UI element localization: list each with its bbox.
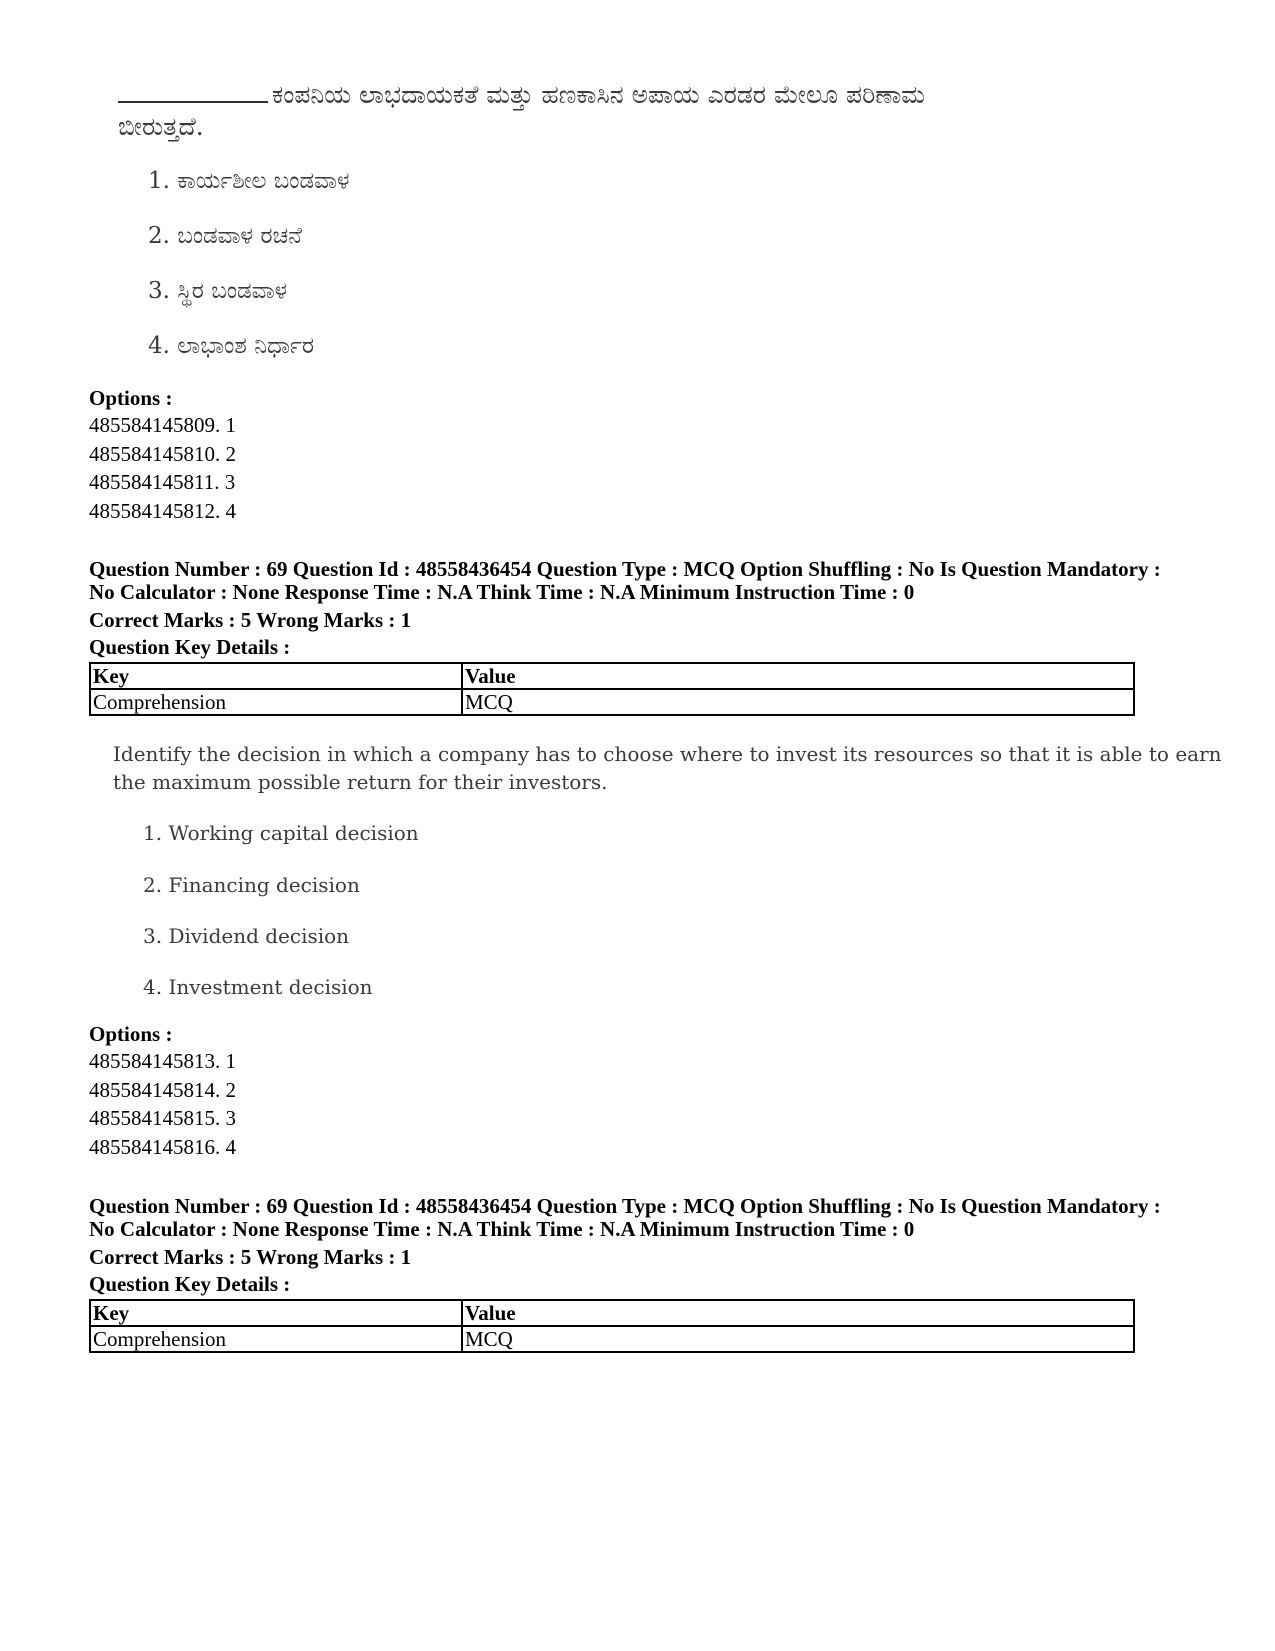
question-image-english xyxy=(113,740,1222,1010)
question-meta xyxy=(89,558,1189,659)
choice-2: 2. Financing decision xyxy=(143,873,360,897)
table-cell-key: Comprehension xyxy=(90,689,462,715)
choice-3: 3. ಸ್ಥಿರ ಬಂಡವಾಳ xyxy=(148,278,288,304)
choice-4: 4. Investment decision xyxy=(143,975,373,999)
question-stem: Identify the decision in which a company has to choose where to invest its resources so that it is able to earn xyxy=(113,742,1222,766)
marks-line: Correct Marks : 5 Wrong Marks : 1 xyxy=(89,608,412,632)
fill-blank-line xyxy=(118,81,268,103)
option-item: 485584145815. 3 xyxy=(89,1106,236,1130)
table-cell-key: Comprehension xyxy=(90,1326,462,1352)
table-cell-value: MCQ xyxy=(462,1326,1134,1352)
question-meta-line-2: No Calculator : None Response Time : N.A Think Time : N.A Minimum Instruction Time : 0 xyxy=(89,1217,915,1241)
option-item: 485584145812. 4 xyxy=(89,498,236,523)
option-item: 485584145810. 2 xyxy=(89,441,236,466)
option-item: 485584145816. 4 xyxy=(89,1134,236,1159)
question-meta-line-1: Question Number : 69 Question Id : 48558436454 Question Type : MCQ Option Shuffling : No Is Question Mandatory : xyxy=(89,1194,1161,1218)
choice-1: 1. Working capital decision xyxy=(143,821,419,845)
table-cell-value: MCQ xyxy=(462,689,1134,715)
key-details-table xyxy=(89,662,1135,716)
marks-line: Correct Marks : 5 Wrong Marks : 1 xyxy=(89,1245,412,1269)
question-meta-line-1: Question Number : 69 Question Id : 48558436454 Question Type : MCQ Option Shuffling : No Is Question Mandatory : xyxy=(89,557,1161,581)
table-header-row xyxy=(90,1300,1134,1326)
table-header-row xyxy=(90,663,1134,689)
question-stem: ಕಂಪನಿಯ ಲಾಭದಾಯಕತೆ ಮತ್ತು ಹಣಕಾಸಿನ ಅಪಾಯ ಎರಡರ ಮೇಲೂ ಪರಿಣಾಮ xyxy=(118,80,925,110)
key-details-label: Question Key Details : xyxy=(89,635,291,659)
options-list xyxy=(89,1047,236,1161)
options-label: Options : xyxy=(89,1022,173,1046)
options-list xyxy=(89,411,236,525)
key-details-table xyxy=(89,1299,1135,1353)
option-item: 485584145813. 1 xyxy=(89,1049,236,1073)
table-header-key: Key xyxy=(90,663,462,689)
table-row xyxy=(90,689,1134,715)
question-stem-continued: the maximum possible return for their investors. xyxy=(113,770,608,794)
table-header-value: Value xyxy=(462,663,1134,689)
table-row xyxy=(90,1326,1134,1352)
question-meta xyxy=(89,1195,1189,1296)
choice-4: 4. ಲಾಭಾಂಶ ನಿರ್ಧಾರ xyxy=(148,333,315,359)
question-meta-line-2: No Calculator : None Response Time : N.A Think Time : N.A Minimum Instruction Time : 0 xyxy=(89,580,915,604)
question-image-kannada xyxy=(118,80,1118,380)
option-item: 485584145809. 1 xyxy=(89,413,236,437)
table-header-key: Key xyxy=(90,1300,462,1326)
key-details-label: Question Key Details : xyxy=(89,1272,291,1296)
choice-3: 3. Dividend decision xyxy=(143,924,350,948)
options-label: Options : xyxy=(89,386,173,410)
question-stem-continued: ಬೀರುತ್ತದೆ. xyxy=(118,112,204,141)
option-item: 485584145811. 3 xyxy=(89,470,236,494)
choice-2: 2. ಬಂಡವಾಳ ರಚನೆ xyxy=(148,223,302,249)
table-header-value: Value xyxy=(462,1300,1134,1326)
option-item: 485584145814. 2 xyxy=(89,1077,236,1102)
choice-1: 1. ಕಾರ್ಯಶೀಲ ಬಂಡವಾಳ xyxy=(148,168,350,194)
